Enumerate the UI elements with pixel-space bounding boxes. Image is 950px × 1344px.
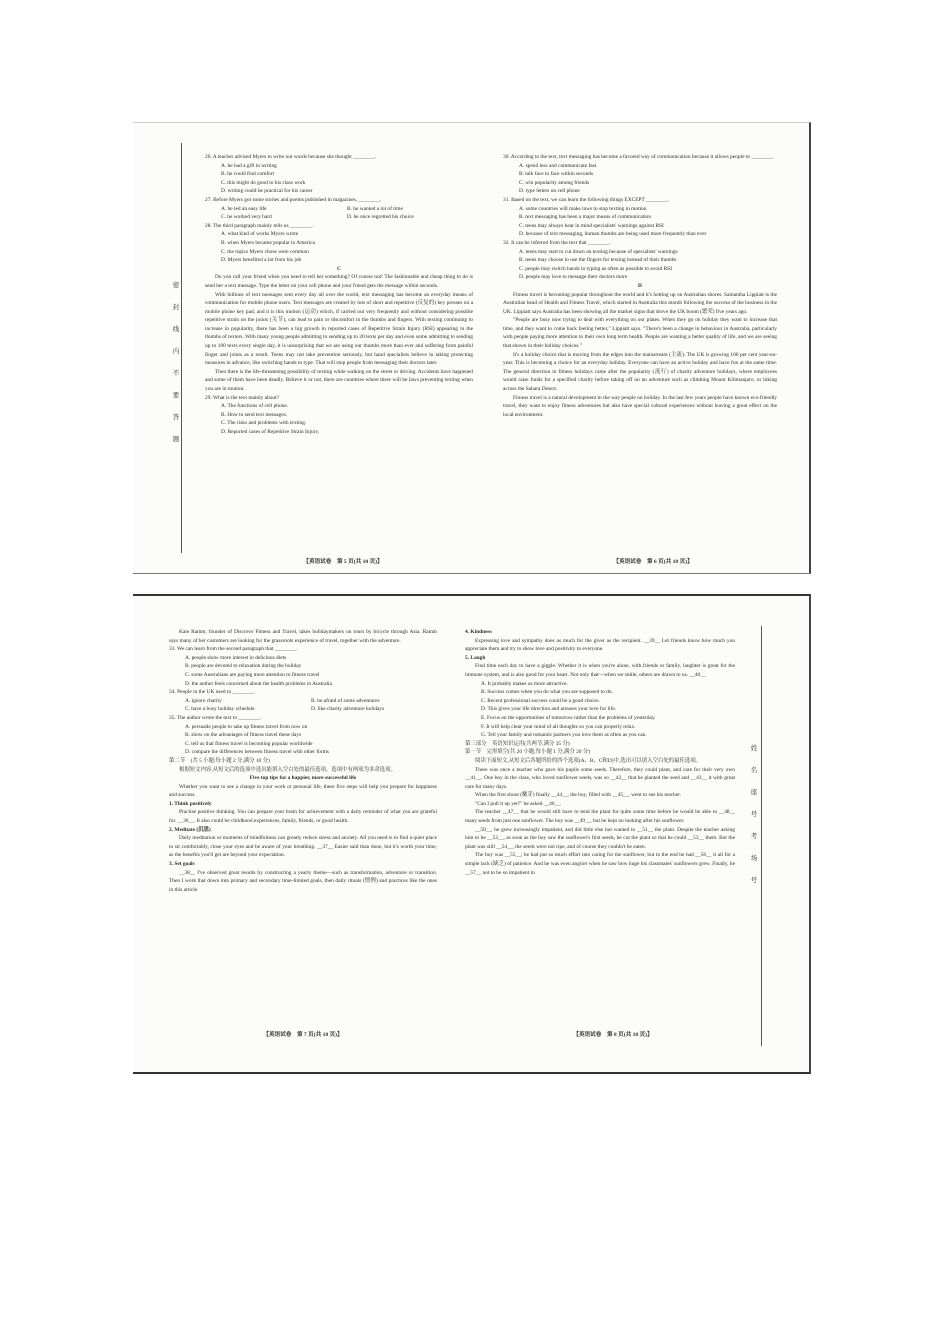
question-stem: 第二节 (共 5 小题;每小题 2 分,满分 10 分) xyxy=(169,757,270,764)
exam-sheet-pages-7-8 xyxy=(133,594,811,1074)
answer-option: D. writing could be practical for his career xyxy=(221,188,313,195)
answer-option: B. How to send text messages. xyxy=(221,411,288,418)
answer-option: B. Success comes when you do what you are supposed to do. xyxy=(481,689,613,696)
section-heading: D xyxy=(638,282,642,289)
passage-paragraph: Daily meditation or moments of mindfulness can greatly reduce stress and anxiety. All you need is to find a quiet place to sit comfortably, close your eyes and be aware of your breathing. __37__ Easier said than done, but it's worth your time, as the benefits you'll get are beyond your expectation. xyxy=(169,835,437,859)
passage-paragraph: Fitness travel is a natural development in the way people on holiday. In the last few years people have known eco-friendly travel, they want to enjoy fitness adventures but also have special cultural experiences without leaving a great effect on the local environment. xyxy=(503,394,777,418)
page6-column xyxy=(503,153,777,419)
tip-heading: 3. Set goals xyxy=(169,861,195,868)
seal-line-char: 封 xyxy=(172,304,180,311)
passage-paragraph: 根据短文内容,从短文后的选项中选出能填入空白处的最佳选项。选项中有两项为多余选项。 xyxy=(179,766,396,773)
question-stem: 29. What is the text mainly about? xyxy=(205,394,280,401)
answer-option: A. It probably makes us more attractive. xyxy=(481,680,568,687)
passage-paragraph: It's a holiday choice that is moving from the edges into the mainstream (主流). The UK is growing 100 per cent year-on-year. This is becoming a choice for an everyday holiday. Everyone can have an active holiday and have fun at the same time. The general direction in fitness holidays came after the popularity (流行) of charity adventure holidays, where employees would raise funds for a specified charity before taking off on an adventure such as climbing Mount Kilimanjaro, or biking across the Sahara Desert. xyxy=(503,351,777,393)
answer-option: A. ignore charity xyxy=(185,697,222,704)
answer-option: B. teens may choose to use the fingers for texting instead of their thumbs xyxy=(519,257,677,264)
seal-line-char: 号 xyxy=(750,877,758,884)
page8-footer: 【英语试卷 第 8 页(共 10 页)】 xyxy=(573,1032,653,1038)
seal-line-char: 要 xyxy=(172,392,180,399)
passage-paragraph: The boy was __55__; he had put so much effort into caring for the sunflower, but in the end he had __56__ it all for a simple lack (缺乏) of patience. And he was even angrier when he saw how huge his classmates' sunflowers grew. Finally, he __57__ not to be so impatient in xyxy=(465,852,735,876)
question-stem: 第三部分 英语知识运用(共两节,满分 35 分) xyxy=(465,740,570,747)
passage-paragraph: Find time each day to have a giggle. Whether it is when you're alone, with friends or family, laughter is great for the immune system, and is also good for your heart. Not only that—when we smile, others are drawn to us. __40__ xyxy=(465,663,735,678)
passage-paragraph: With billions of text messages sent every day all over the world, text messaging has become an everyday means of communication for mobile phone users. Text messages are created by lots of short and repetitive (反复的) key presses on a mobile phone key pad, and it is this motion (运动) which, if carried out very frequently and without considering possible repetitive strain on the joints (关节), can lead to pain or discomfort in the thumbs and fingers. With texting continuing to increase in popularity, there has been a big growth in reported cases of Repetitive Strain Injury (RSI) appearing in the thumbs of texters. With many young people admitting to sending up to 20 texts per day and even some admitting to sending up to 100 texts every single day, it is unsurprising that we are using our thumbs more than ever and suffering from painful finger and joints as a result. Teens may not take prevention seriously, but hand specialists believe in taking protecting measures in advance, like switching hands to type. That will stop people from messaging their doctors later. xyxy=(205,291,473,367)
answer-option: D. the author feels concerned about the health problems in Australia xyxy=(185,680,332,687)
answer-option: D. he once regretted his choice xyxy=(347,214,414,221)
seal-line-char: 密 xyxy=(172,282,180,289)
seal-line xyxy=(181,143,182,553)
answer-option: A. what kind of works Myers wrote xyxy=(221,231,299,238)
seal-line-char: 答 xyxy=(172,414,180,421)
answer-option: A. some countries will make laws to stop texting in motion xyxy=(519,205,647,212)
answer-option: G. Tell your family and romantic partners you love them as often as you can. xyxy=(481,732,647,739)
answer-option: B. people are devoted to relaxation during the holiday xyxy=(185,663,302,670)
passage-paragraph: Expressing love and sympathy does as much for the giver as the recipient. __39__ Let friends know how much you appreciate them and try to show love and positivity to everyone. xyxy=(465,637,735,653)
answer-option: A. spend less and communicate fast xyxy=(519,162,597,169)
passage-paragraph: Whether you want to see a change in your work or personal life, these five steps will help you prepare for happiness and success. xyxy=(169,783,437,799)
seal-line-char: 题 xyxy=(172,436,180,443)
answer-option: A. he had a gift in writing xyxy=(221,162,277,169)
seal-line-char: 线 xyxy=(172,326,180,333)
option-row xyxy=(169,697,437,706)
passage-paragraph: Fitness travel is becoming popular throughout the world and it's hotting up on Australian shores. Samantha Lippiatt is the Australian head of Health and Fitness Travel, which started in Australia this month following the success of the business in the UK. Lippiatt says Australia has been showing all the market signs that drove the UK boom (繁荣) five years ago. xyxy=(503,291,777,315)
answer-option: A. he led an easy life xyxy=(221,205,267,212)
option-row xyxy=(169,705,437,714)
tip-heading: 5. Laugh xyxy=(465,654,486,661)
seal-line-char: 考 xyxy=(750,833,758,840)
question-stem: 32. It can be inferred from the text that ________. xyxy=(503,239,611,246)
passage-paragraph: There was once a teacher who gave his pupils some seeds. Therefore, they could plant, and care for their very own __41__. One boy in the class, who loved sunflower seeds, was so __42__ that he planted the seed and __43__ it with great care for many days. xyxy=(465,766,735,790)
answer-option: C. have a busy holiday schedule xyxy=(185,706,255,713)
seal-line xyxy=(761,626,762,1046)
answer-option: B. talk face to face within seconds xyxy=(519,171,594,178)
seal-line-char: 号 xyxy=(750,811,758,818)
answer-option: D. Myers benefited a lot from his job xyxy=(221,257,302,264)
question-stem: 28. The third paragraph mainly tells us ________. xyxy=(205,222,313,229)
seal-line-char: 座 xyxy=(750,789,758,796)
answer-option: E. Focus on the opportunities of tomorrow rather than the problems of yesterday. xyxy=(481,714,656,721)
page7-column xyxy=(169,628,437,894)
passage-paragraph: "Can I pull it up yet?" he asked __46__. xyxy=(475,800,562,807)
question-stem: 27. Before Myers got some stories and poems published in magazines, ________. xyxy=(205,196,382,203)
passage-paragraph: 阅读下面短文,从短文后各题所给的四个选项(A、B、C和D)中,选出可以填入空白处的最佳选项。 xyxy=(475,757,702,764)
answer-option: B. he could find comfort xyxy=(221,171,275,178)
answer-option: C. the topics Myers chose were common xyxy=(221,248,309,255)
passage-paragraph: __38__ I've observed great results by constructing a yearly theme—such as transformation, adventure or transition. Then I work that down into primary and secondary time-limited goals, then daily rituals (惯例) and practices like the ones in this article. xyxy=(169,869,437,893)
answer-option: D. like charity adventure holidays xyxy=(311,706,385,713)
answer-option: D. because of text messaging, human thumbs are being used more frequently than ever xyxy=(519,231,707,238)
question-stem: 34. People in the UK used to ________. xyxy=(169,689,256,696)
option-row xyxy=(205,213,473,222)
answer-option: B. text messaging has been a major means of communication xyxy=(519,214,652,221)
page8-column xyxy=(465,628,735,877)
passage-paragraph: Kate Ramm, founder of Discover Fitness and Travel, takes holidaymakers on tours by bicycle through Asia. Ramm says many of her customers are looking for the grassroots experience of travel, together with the adventure. xyxy=(169,629,437,644)
seal-line-char: 名 xyxy=(750,767,758,774)
passage-paragraph: The teacher __47__ that he would still have to tend the plant for quite some time before he would be able to __48__ many seeds from just one sunflower. The boy was __49__, but he kept on looking after his sunflower. xyxy=(465,809,735,825)
seal-line-char: 姓 xyxy=(750,745,758,752)
answer-option: B. be afraid of some adventures xyxy=(311,697,380,704)
answer-option: C. win popularity among friends xyxy=(519,179,590,186)
answer-option: F. It will help clear your mind of all thoughts so you can properly relax. xyxy=(481,723,636,730)
page6-footer: 【英语试卷 第 6 页(共 10 页)】 xyxy=(613,559,693,565)
answer-option: D. This gives your life direction and arouses your love for life. xyxy=(481,706,617,713)
section-heading: Five top tips for a happier, more successful life xyxy=(249,775,357,782)
tip-heading: 2. Meditate (沉思) xyxy=(169,826,211,833)
answer-option: B. he wanted a lot of time xyxy=(347,205,403,212)
answer-option: C. Recent professional success could be a good choice. xyxy=(481,697,600,704)
passage-paragraph: Practise positive thinking. You can prepare your brain for achievement with a daily reminder of what you are grateful for. __36__. It also could be childhood experiences, family, friends, or good health. xyxy=(169,809,437,825)
answer-option: D. people may love to message their doctors more xyxy=(519,274,628,281)
passage-paragraph: Then there is the life-threatening possibility of texting while walking on the street or driving. Accidents have happened and some of them have been deadly. Believe it or not, there are countries where there will be laws preventing texting when you are in motion. xyxy=(205,368,473,393)
answer-option: A. people show more interest in delicious diets xyxy=(185,654,287,661)
answer-option: D. compare the differences between fitness travel with other forms xyxy=(185,749,329,756)
question-stem: 33. We can learn from the second paragraph that ________. xyxy=(169,646,298,653)
exam-sheet-pages-5-6 xyxy=(133,122,811,574)
seal-line-char: 场 xyxy=(750,855,758,862)
answer-option: C. teens may always hear in mind specialists' warnings against RSI xyxy=(519,222,664,229)
passage-paragraph: Do you call your friend when you need to tell her something? Of course not! The fashionable and cheap thing to do is send her a text message. Type the letter on your cell phone and your friend gets the message within seconds. xyxy=(205,274,473,289)
question-stem: 26. A teacher advised Myers to write out words because she thought ________. xyxy=(205,154,376,160)
answer-option: C. some Australians are paying more attention to fitness travel xyxy=(185,671,320,678)
question-stem: 30. According to the text, text messaging has become a favored way of communication because it allows people to ________. xyxy=(503,154,775,160)
answer-option: A. teens may start to cut down on texting because of specialists' warnings xyxy=(519,248,678,255)
answer-option: B. show on the advantages of fitness travel these days xyxy=(185,732,302,739)
answer-option: A. persuade people to take up fitness travel from now on xyxy=(185,723,308,730)
passage-paragraph: When the first shoot (嫩芽) finally __44__, the boy, filled with __45__, went to see his teacher. xyxy=(475,792,681,799)
answer-option: C. he worked very hard xyxy=(221,214,272,221)
page5-footer: 【英语试卷 第 5 页(共 10 页)】 xyxy=(303,559,383,565)
page7-footer: 【英语试卷 第 7 页(共 10 页)】 xyxy=(263,1032,343,1038)
page5-column xyxy=(205,153,473,437)
answer-option: C. people may switch hands in typing as often as possible to avoid RSI xyxy=(519,265,673,272)
question-stem: 第一节 完形填空(共 20 小题;每小题 1 分,满分 20 分) xyxy=(465,749,591,756)
answer-option: C. The risks and problems with texting. xyxy=(221,420,307,427)
question-stem: 31. Based on the text, we can learn the following things EXCEPT ________. xyxy=(503,196,669,203)
seal-line-char: 不 xyxy=(172,370,180,377)
section-heading: C xyxy=(337,265,341,272)
passage-paragraph: "People are busy now trying to deal with everything on our plates. When they go on holiday they want to increase that time, and they want to come back feeling better," Lippiatt says. "There's been a change in behaviour in Australia, particularly with people paying more attention to their own long term health. People are wanting a better quality of life, and we are seeing that shown in their holiday choices." xyxy=(503,317,777,350)
answer-option: D. Reported cases of Repetitive Strain Injury. xyxy=(221,429,320,435)
answer-option: D. type letters on cell phone xyxy=(519,188,580,195)
seal-line-char: 内 xyxy=(172,348,180,355)
answer-option: C. tell us that fitness travel is becoming popular worldwide xyxy=(185,740,313,747)
option-row xyxy=(205,205,473,214)
answer-option: B. when Myers became popular in America xyxy=(221,239,315,246)
question-stem: 35. The author wrote the text to ________. xyxy=(169,714,262,721)
tip-heading: 1. Think positively xyxy=(169,800,212,807)
tip-heading: 4. Kindness xyxy=(465,629,492,635)
answer-option: C. this might do good to his class work xyxy=(221,179,306,186)
answer-option: A. The functions of cell phone. xyxy=(221,403,289,410)
passage-paragraph: __50__, he grew increasingly impatient, and did little else but wanted to __51__ the plant. Despite the teacher asking him to be __52__, as soon as the boy saw the sunflower's first seeds, he cut the plant so that he could __53__ them. But the plant was still __54__, the seeds were not ripe, and of course they couldn't be eaten. xyxy=(465,826,735,850)
